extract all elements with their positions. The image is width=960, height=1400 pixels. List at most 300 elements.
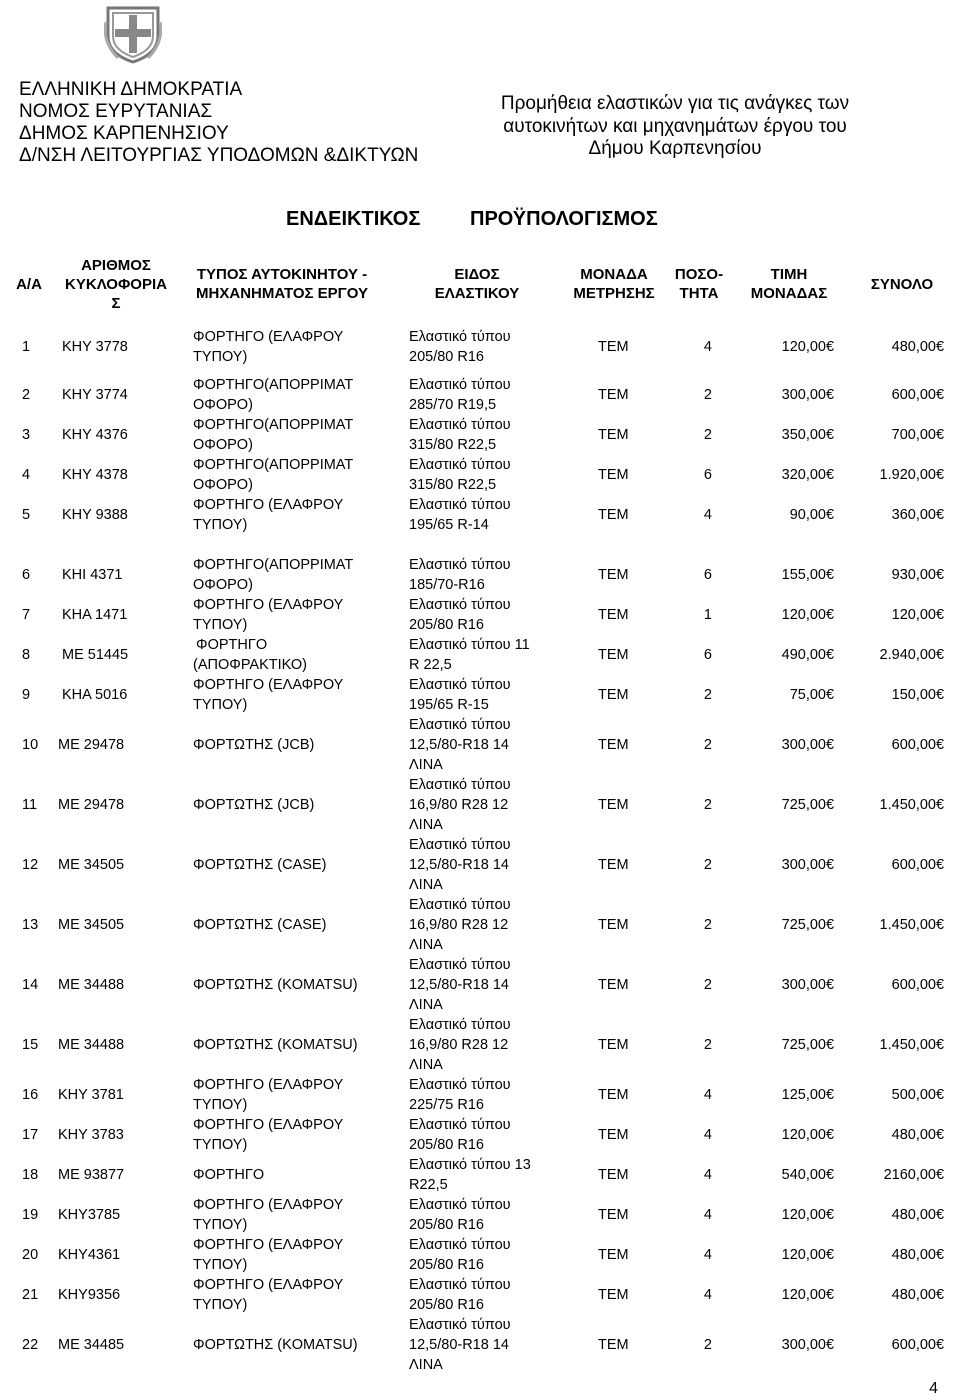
row-total bbox=[880, 1035, 948, 1055]
row-vehicle-type: ΦΟΡΤΗΓΟ (ΕΛΑΦΡΟΥ bbox=[193, 1237, 344, 1253]
euro-symbol: € bbox=[826, 797, 835, 813]
col-tire-line: ΕΙΔΟΣ bbox=[454, 266, 500, 283]
euro-symbol: € bbox=[826, 857, 835, 873]
row-plate: ΚΗΥ 4378 bbox=[62, 467, 128, 483]
row-quantity: 6 bbox=[703, 467, 712, 483]
row-number: 13 bbox=[22, 917, 39, 933]
row-vehicle-type: ΤΥΠΟΥ) bbox=[193, 1257, 248, 1273]
row-plate: ΚΗΥ 3781 bbox=[58, 1087, 124, 1103]
row-vehicle-type: ΦΟΡΤΗΓΟ (ΕΛΑΦΡΟΥ bbox=[193, 1197, 344, 1213]
total-value: 700,00 bbox=[891, 427, 936, 443]
col-vehicle-line: ΜΗΧΑΝΗΜΑΤΟΣ ΕΡΓΟΥ bbox=[196, 285, 368, 302]
row-number: 5 bbox=[22, 507, 31, 523]
row-plate: ΚΗΥ4361 bbox=[58, 1247, 121, 1263]
unit-price-value: 300,00 bbox=[781, 737, 826, 753]
euro-symbol: € bbox=[936, 977, 945, 993]
row-unit: ΤΕΜ bbox=[598, 857, 629, 873]
row-plate: ΚΗΥ 3778 bbox=[62, 339, 128, 355]
row-tire-type: Ελαστικό τύπου bbox=[409, 329, 511, 345]
authority-line: ΝΟΜΟΣ ΕΥΡΥΤΑΝΙΑΣ bbox=[19, 101, 213, 122]
row-number: 1 bbox=[22, 339, 31, 355]
row-unit: ΤΕΜ bbox=[598, 917, 629, 933]
row-vehicle-type: ΤΥΠΟΥ) bbox=[193, 517, 248, 533]
row-vehicle-type: ΦΟΡΤΗΓΟ (ΕΛΑΦΡΟΥ bbox=[193, 1117, 344, 1133]
row-unit: ΤΕΜ bbox=[598, 1247, 629, 1263]
total-value: 600,00 bbox=[891, 387, 936, 403]
euro-symbol: € bbox=[936, 1167, 945, 1183]
row-unit-price bbox=[782, 645, 838, 665]
row-tire-type: Ελαστικό τύπου bbox=[409, 677, 511, 693]
row-plate: ΚΗΥ 9388 bbox=[62, 507, 128, 523]
row-unit-price bbox=[782, 465, 838, 485]
row-vehicle-type: ΤΥΠΟΥ) bbox=[193, 697, 248, 713]
total-value: 1.450,00 bbox=[879, 1037, 936, 1053]
row-plate: ΚΗΥ3785 bbox=[58, 1207, 121, 1223]
total-value: 600,00 bbox=[891, 977, 936, 993]
row-tire-type: Ελαστικό τύπου bbox=[409, 417, 511, 433]
row-tire-type: Ελαστικό τύπου bbox=[409, 377, 511, 393]
row-tire-type: 205/80 R16 bbox=[409, 1217, 484, 1233]
col-tire bbox=[390, 242, 564, 326]
euro-symbol: € bbox=[936, 1087, 945, 1103]
row-vehicle-type: ΟΦΟΡΟ) bbox=[193, 397, 253, 413]
row-plate: ΜΕ 29478 bbox=[58, 797, 125, 813]
total-value: 500,00 bbox=[891, 1087, 936, 1103]
row-tire-type: 195/65 R-14 bbox=[409, 517, 489, 533]
col-qty bbox=[664, 242, 734, 326]
row-tire-type: 195/65 R-15 bbox=[409, 697, 489, 713]
euro-symbol: € bbox=[936, 1287, 945, 1303]
row-unit-price bbox=[782, 1035, 838, 1055]
total-value: 600,00 bbox=[891, 1337, 936, 1353]
euro-symbol: € bbox=[936, 647, 945, 663]
unit-price-value: 300,00 bbox=[781, 387, 826, 403]
row-vehicle-type: ΟΦΟΡΟ) bbox=[193, 477, 253, 493]
total-value: 2.940,00 bbox=[879, 647, 936, 663]
row-total bbox=[892, 975, 948, 995]
euro-symbol: € bbox=[826, 1337, 835, 1353]
row-number: 12 bbox=[22, 857, 39, 873]
row-total bbox=[892, 1125, 948, 1145]
euro-symbol: € bbox=[826, 647, 835, 663]
row-tire-type: Ελαστικό τύπου bbox=[409, 597, 511, 613]
row-vehicle-type: ΦΟΡΤΩΤΗΣ (CASE) bbox=[193, 917, 327, 933]
row-vehicle-type: ΤΥΠΟΥ) bbox=[193, 1297, 248, 1313]
total-value: 930,00 bbox=[891, 567, 936, 583]
row-number: 22 bbox=[22, 1337, 39, 1353]
table-header bbox=[0, 242, 960, 326]
row-quantity: 4 bbox=[703, 1167, 712, 1183]
row-vehicle-type: ΦΟΡΤΗΓΟ (ΕΛΑΦΡΟΥ bbox=[193, 1277, 344, 1293]
row-quantity: 6 bbox=[703, 567, 712, 583]
total-value: 360,00 bbox=[891, 507, 936, 523]
row-unit-price bbox=[782, 425, 838, 445]
row-tire-type: Ελαστικό τύπου 13 bbox=[409, 1157, 531, 1173]
row-tire-type: 12,5/80-R18 14 bbox=[409, 857, 509, 873]
row-tire-type: Ελαστικό τύπου bbox=[409, 1237, 511, 1253]
row-vehicle-type: ΦΟΡΤΩΤΗΣ (KOMATSU) bbox=[193, 1337, 358, 1353]
row-quantity: 4 bbox=[703, 507, 712, 523]
row-unit-price bbox=[782, 1245, 838, 1265]
euro-symbol: € bbox=[826, 507, 835, 523]
row-total bbox=[892, 565, 948, 585]
euro-symbol: € bbox=[826, 1287, 835, 1303]
row-vehicle-type: ΦΟΡΤΗΓΟ bbox=[196, 637, 268, 653]
unit-price-value: 120,00 bbox=[781, 1247, 826, 1263]
unit-price-value: 120,00 bbox=[781, 1287, 826, 1303]
row-unit-price bbox=[782, 565, 838, 585]
euro-symbol: € bbox=[936, 1037, 945, 1053]
page-number: 4 bbox=[929, 1380, 938, 1397]
row-vehicle-type: (ΑΠΟΦΡΑΚΤΙΚΟ) bbox=[193, 657, 307, 673]
row-quantity: 6 bbox=[703, 647, 712, 663]
row-tire-type: 12,5/80-R18 14 bbox=[409, 977, 509, 993]
col-price-line: ΤΙΜΗ bbox=[770, 266, 808, 283]
row-tire-type: 225/75 R16 bbox=[409, 1097, 484, 1113]
row-tire-type: Ελαστικό τύπου bbox=[409, 897, 511, 913]
row-number: 7 bbox=[22, 607, 31, 623]
row-total bbox=[880, 465, 948, 485]
row-unit-price bbox=[782, 385, 838, 405]
euro-symbol: € bbox=[936, 339, 945, 355]
euro-symbol: € bbox=[826, 1247, 835, 1263]
euro-symbol: € bbox=[826, 339, 835, 355]
row-vehicle-type: ΟΦΟΡΟ) bbox=[193, 577, 253, 593]
row-vehicle-type: ΦΟΡΤΗΓΟ (ΕΛΑΦΡΟΥ bbox=[193, 677, 344, 693]
row-quantity: 4 bbox=[703, 1127, 712, 1143]
row-tire-type: Ελαστικό τύπου bbox=[409, 497, 511, 513]
unit-price-value: 490,00 bbox=[781, 647, 826, 663]
row-unit-price bbox=[782, 1165, 838, 1185]
document-subject bbox=[500, 93, 850, 161]
row-total bbox=[892, 337, 948, 357]
row-quantity: 2 bbox=[703, 917, 712, 933]
row-unit-price bbox=[782, 855, 838, 875]
row-tire-type: ΛΙΝΑ bbox=[409, 817, 443, 833]
row-total bbox=[880, 645, 948, 665]
row-number: 21 bbox=[22, 1287, 39, 1303]
row-tire-type: R22,5 bbox=[409, 1177, 448, 1193]
row-tire-type: 205/80 R16 bbox=[409, 617, 484, 633]
row-tire-type: Ελαστικό τύπου bbox=[409, 1277, 511, 1293]
issuing-authority bbox=[19, 79, 418, 167]
euro-symbol: € bbox=[936, 1337, 945, 1353]
row-unit: ΤΕΜ bbox=[598, 387, 629, 403]
row-unit: ΤΕΜ bbox=[598, 977, 629, 993]
row-number: 2 bbox=[22, 387, 31, 403]
row-tire-type: 185/70-R16 bbox=[409, 577, 485, 593]
euro-symbol: € bbox=[826, 567, 835, 583]
euro-symbol: € bbox=[936, 737, 945, 753]
row-unit-price bbox=[782, 915, 838, 935]
row-tire-type: ΛΙΝΑ bbox=[409, 1057, 443, 1073]
row-vehicle-type: ΦΟΡΤΗΓΟ(ΑΠΟΡΡΙΜΑΤ bbox=[193, 377, 354, 393]
row-tire-type: 205/80 R16 bbox=[409, 1297, 484, 1313]
row-unit-price bbox=[782, 735, 838, 755]
euro-symbol: € bbox=[826, 427, 835, 443]
row-number: 8 bbox=[22, 647, 31, 663]
row-quantity: 1 bbox=[703, 607, 712, 623]
row-unit: ΤΕΜ bbox=[598, 427, 629, 443]
row-tire-type: Ελαστικό τύπου bbox=[409, 717, 511, 733]
row-number: 6 bbox=[22, 567, 31, 583]
row-number: 19 bbox=[22, 1207, 39, 1223]
col-plate-line: ΑΡΙΘΜΟΣ bbox=[81, 256, 151, 274]
col-unit bbox=[564, 242, 664, 326]
total-value: 480,00 bbox=[891, 1247, 936, 1263]
row-number: 14 bbox=[22, 977, 39, 993]
col-vehicle-line: ΤΥΠΟΣ ΑΥΤΟΚΙΝΗΤΟΥ - bbox=[196, 266, 368, 283]
row-unit: ΤΕΜ bbox=[598, 647, 629, 663]
row-vehicle-type: ΦΟΡΤΩΤΗΣ (KOMATSU) bbox=[193, 977, 358, 993]
euro-symbol: € bbox=[936, 857, 945, 873]
title-part-2: ΠΡΟΫΠΟΛΟΓΙΣΜΟΣ bbox=[470, 208, 658, 230]
row-vehicle-type: ΟΦΟΡΟ) bbox=[193, 437, 253, 453]
unit-price-value: 300,00 bbox=[781, 977, 826, 993]
row-number: 18 bbox=[22, 1167, 39, 1183]
euro-symbol: € bbox=[936, 797, 945, 813]
row-quantity: 4 bbox=[703, 1087, 712, 1103]
row-unit-price bbox=[782, 1125, 838, 1145]
col-price bbox=[734, 242, 844, 326]
row-tire-type: R 22,5 bbox=[409, 657, 452, 673]
title-part-1: ΕΝΔΕΙΚΤΙΚΟΣ bbox=[286, 208, 421, 230]
row-total bbox=[892, 685, 948, 705]
euro-symbol: € bbox=[826, 737, 835, 753]
total-value: 1.920,00 bbox=[879, 467, 936, 483]
row-plate: ΜΕ 29478 bbox=[58, 737, 125, 753]
unit-price-value: 300,00 bbox=[781, 1337, 826, 1353]
row-number: 16 bbox=[22, 1087, 39, 1103]
euro-symbol: € bbox=[936, 567, 945, 583]
row-number: 11 bbox=[22, 797, 38, 813]
row-tire-type: Ελαστικό τύπου 11 bbox=[409, 637, 530, 653]
euro-symbol: € bbox=[826, 387, 835, 403]
row-quantity: 2 bbox=[703, 427, 712, 443]
euro-symbol: € bbox=[826, 1167, 835, 1183]
col-unit-line: ΜΕΤΡΗΣΗΣ bbox=[573, 285, 655, 302]
row-tire-type: Ελαστικό τύπου bbox=[409, 457, 511, 473]
row-tire-type: Ελαστικό τύπου bbox=[409, 557, 511, 573]
subject-line: Προμήθεια ελαστικών για τις ανάγκες των bbox=[500, 93, 850, 114]
unit-price-value: 725,00 bbox=[781, 917, 826, 933]
row-total bbox=[892, 1285, 948, 1305]
row-unit-price bbox=[782, 337, 838, 357]
euro-symbol: € bbox=[936, 507, 945, 523]
unit-price-value: 350,00 bbox=[781, 427, 826, 443]
row-quantity: 2 bbox=[703, 687, 712, 703]
row-quantity: 2 bbox=[703, 737, 712, 753]
row-tire-type: Ελαστικό τύπου bbox=[409, 837, 511, 853]
euro-symbol: € bbox=[936, 607, 945, 623]
row-vehicle-type: ΦΟΡΤΗΓΟ(ΑΠΟΡΡΙΜΑΤ bbox=[193, 457, 354, 473]
row-vehicle-type: ΤΥΠΟΥ) bbox=[193, 349, 248, 365]
row-total bbox=[892, 425, 948, 445]
row-vehicle-type: ΤΥΠΟΥ) bbox=[193, 1097, 248, 1113]
unit-price-value: 725,00 bbox=[781, 1037, 826, 1053]
row-unit: ΤΕΜ bbox=[598, 1127, 629, 1143]
row-total bbox=[892, 735, 948, 755]
row-unit: ΤΕΜ bbox=[598, 339, 629, 355]
row-unit-price bbox=[790, 505, 838, 525]
row-plate: ΚΗΙ 4371 bbox=[62, 567, 123, 583]
total-value: 150,00 bbox=[891, 687, 936, 703]
row-vehicle-type: ΦΟΡΤΗΓΟ bbox=[193, 1167, 265, 1183]
row-total bbox=[892, 1335, 948, 1355]
row-quantity: 2 bbox=[703, 977, 712, 993]
row-plate: ΚΗΥ9356 bbox=[58, 1287, 121, 1303]
row-vehicle-type: ΤΥΠΟΥ) bbox=[193, 1217, 248, 1233]
row-unit: ΤΕΜ bbox=[598, 1287, 629, 1303]
total-value: 600,00 bbox=[891, 737, 936, 753]
col-plate bbox=[58, 242, 174, 326]
row-tire-type: ΛΙΝΑ bbox=[409, 937, 443, 953]
col-qty-line: ΤΗΤΑ bbox=[679, 285, 719, 302]
row-unit-price bbox=[782, 975, 838, 995]
euro-symbol: € bbox=[826, 917, 835, 933]
euro-symbol: € bbox=[826, 977, 835, 993]
total-value: 480,00 bbox=[891, 339, 936, 355]
row-plate: ΜΕ 34485 bbox=[58, 1337, 125, 1353]
row-tire-type: 315/80 R22,5 bbox=[409, 477, 497, 493]
row-tire-type: 205/80 R16 bbox=[409, 1257, 484, 1273]
row-unit: ΤΕΜ bbox=[598, 797, 629, 813]
row-unit-price bbox=[782, 795, 838, 815]
row-plate: ΚΗΑ 5016 bbox=[62, 687, 128, 703]
row-quantity: 2 bbox=[703, 1337, 712, 1353]
row-total bbox=[892, 1245, 948, 1265]
row-quantity: 4 bbox=[703, 1287, 712, 1303]
row-unit-price bbox=[782, 1205, 838, 1225]
row-tire-type: Ελαστικό τύπου bbox=[409, 1077, 511, 1093]
row-vehicle-type: ΦΟΡΤΩΤΗΣ (CASE) bbox=[193, 857, 327, 873]
row-unit-price bbox=[782, 1285, 838, 1305]
row-vehicle-type: ΦΟΡΤΗΓΟ(ΑΠΟΡΡΙΜΑΤ bbox=[193, 557, 354, 573]
euro-symbol: € bbox=[826, 467, 835, 483]
row-tire-type: ΛΙΝΑ bbox=[409, 757, 443, 773]
unit-price-value: 120,00 bbox=[781, 1207, 826, 1223]
row-vehicle-type: ΦΟΡΤΗΓΟ(ΑΠΟΡΡΙΜΑΤ bbox=[193, 417, 354, 433]
row-unit: ΤΕΜ bbox=[598, 1207, 629, 1223]
greek-emblem-icon bbox=[104, 2, 162, 64]
row-number: 4 bbox=[22, 467, 31, 483]
row-tire-type: Ελαστικό τύπου bbox=[409, 1197, 511, 1213]
row-unit-price bbox=[782, 605, 838, 625]
authority-line: ΕΛΛΗΝΙΚΗ ΔΗΜΟΚΡΑΤΙΑ bbox=[19, 79, 243, 100]
row-tire-type: Ελαστικό τύπου bbox=[409, 1117, 511, 1133]
unit-price-value: 155,00 bbox=[781, 567, 826, 583]
row-total bbox=[892, 605, 948, 625]
row-tire-type: 16,9/80 R28 12 bbox=[409, 917, 509, 933]
row-unit: ΤΕΜ bbox=[598, 467, 629, 483]
unit-price-value: 120,00 bbox=[781, 1127, 826, 1143]
row-quantity: 2 bbox=[703, 1037, 712, 1053]
row-plate: ΜΕ 34488 bbox=[58, 1037, 125, 1053]
total-value: 120,00 bbox=[891, 607, 936, 623]
row-vehicle-type: ΦΟΡΤΗΓΟ (ΕΛΑΦΡΟΥ bbox=[193, 1077, 344, 1093]
unit-price-value: 90,00 bbox=[789, 507, 826, 523]
subject-line: αυτοκινήτων και μηχανημάτων έργου του bbox=[503, 115, 847, 137]
row-number: 3 bbox=[22, 427, 31, 443]
euro-symbol: € bbox=[936, 687, 945, 703]
row-total bbox=[892, 1085, 948, 1105]
row-vehicle-type: ΦΟΡΤΗΓΟ (ΕΛΑΦΡΟΥ bbox=[193, 497, 344, 513]
euro-symbol: € bbox=[936, 427, 945, 443]
row-tire-type: 205/80 R16 bbox=[409, 1137, 484, 1153]
row-tire-type: Ελαστικό τύπου bbox=[409, 777, 511, 793]
row-tire-type: 12,5/80-R18 14 bbox=[409, 1337, 509, 1353]
row-unit: ΤΕΜ bbox=[598, 1037, 629, 1053]
row-plate: ΚΗΥ 3774 bbox=[62, 387, 128, 403]
row-unit: ΤΕΜ bbox=[598, 567, 629, 583]
row-unit: ΤΕΜ bbox=[598, 607, 629, 623]
total-value: 600,00 bbox=[891, 857, 936, 873]
row-quantity: 2 bbox=[703, 797, 712, 813]
row-tire-type: Ελαστικό τύπου bbox=[409, 957, 511, 973]
unit-price-value: 120,00 bbox=[781, 339, 826, 355]
euro-symbol: € bbox=[936, 467, 945, 483]
row-plate: ΜΕ 51445 bbox=[62, 647, 129, 663]
row-quantity: 4 bbox=[703, 1247, 712, 1263]
unit-price-value: 725,00 bbox=[781, 797, 826, 813]
subject-line: Δήμου Καρπενησίου bbox=[588, 138, 762, 159]
unit-price-value: 125,00 bbox=[781, 1087, 826, 1103]
col-total: ΣΥΝΟΛΟ bbox=[870, 275, 934, 293]
euro-symbol: € bbox=[936, 387, 945, 403]
col-qty-line: ΠΟΣΟ- bbox=[674, 266, 724, 283]
row-unit-price bbox=[782, 1085, 838, 1105]
row-tire-type: 315/80 R22,5 bbox=[409, 437, 497, 453]
euro-symbol: € bbox=[826, 1087, 835, 1103]
row-vehicle-type: ΦΟΡΤΩΤΗΣ (JCB) bbox=[193, 797, 315, 813]
row-number: 15 bbox=[22, 1037, 39, 1053]
col-tire-line: ΕΛΑΣΤΙΚΟΥ bbox=[434, 285, 520, 302]
col-unit-line: ΜΟΝΑΔΑ bbox=[580, 266, 648, 283]
row-unit: ΤΕΜ bbox=[598, 1167, 629, 1183]
euro-symbol: € bbox=[936, 917, 945, 933]
row-plate: ΚΗΥ 4376 bbox=[62, 427, 128, 443]
row-plate: ΜΕ 34505 bbox=[58, 917, 125, 933]
row-tire-type: ΛΙΝΑ bbox=[409, 1357, 443, 1373]
total-value: 1.450,00 bbox=[879, 917, 936, 933]
row-plate: ΜΕ 93877 bbox=[58, 1167, 125, 1183]
unit-price-value: 120,00 bbox=[781, 607, 826, 623]
row-quantity: 4 bbox=[703, 339, 712, 355]
row-total bbox=[880, 795, 948, 815]
row-vehicle-type: ΦΟΡΤΩΤΗΣ (KOMATSU) bbox=[193, 1037, 358, 1053]
row-vehicle-type: ΤΥΠΟΥ) bbox=[193, 617, 248, 633]
total-value: 480,00 bbox=[891, 1207, 936, 1223]
row-total bbox=[892, 1205, 948, 1225]
row-unit-price bbox=[782, 1335, 838, 1355]
row-tire-type: Ελαστικό τύπου bbox=[409, 1317, 511, 1333]
unit-price-value: 75,00 bbox=[789, 687, 826, 703]
row-tire-type: Ελαστικό τύπου bbox=[409, 1017, 511, 1033]
row-plate: ΚΗΥ 3783 bbox=[58, 1127, 124, 1143]
row-tire-type: 285/70 R19,5 bbox=[409, 397, 497, 413]
unit-price-value: 540,00 bbox=[781, 1167, 826, 1183]
row-quantity: 2 bbox=[703, 857, 712, 873]
total-value: 480,00 bbox=[891, 1127, 936, 1143]
row-plate: ΚΗΑ 1471 bbox=[62, 607, 128, 623]
euro-symbol: € bbox=[936, 1247, 945, 1263]
row-total bbox=[892, 855, 948, 875]
row-total bbox=[880, 915, 948, 935]
col-vehicle bbox=[174, 242, 390, 326]
col-plate-line: ΚΥΚΛΟΦΟΡΙΑ bbox=[65, 275, 167, 293]
col-aa: Α/Α bbox=[16, 275, 42, 293]
row-number: 17 bbox=[22, 1127, 39, 1143]
